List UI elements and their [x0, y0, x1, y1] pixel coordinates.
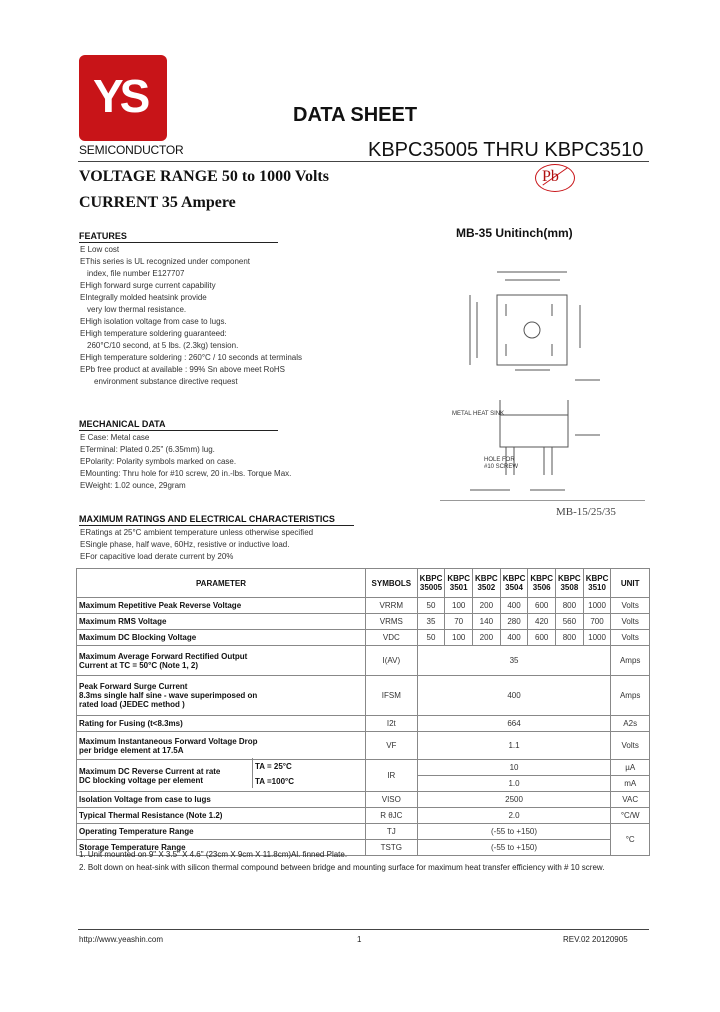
footer-url[interactable]: http://www.yeashin.com [79, 935, 164, 944]
table-row: Maximum Instantaneous Forward Voltage Drop per bridge element at 17.5A VF 1.1 Volts [77, 732, 650, 760]
table-header-row [77, 569, 650, 598]
table-row: Storage Temperature Range TSTG (-55 to +150) [77, 840, 650, 856]
feature-item: EPb free product at available : 99% Sn above meet RoHS [80, 365, 286, 374]
header-unit: UNIT [611, 569, 650, 598]
header-part: KBPC 3506 [528, 569, 556, 598]
header-part: KBPC 3501 [445, 569, 473, 598]
table-row: 1.0 mA [77, 776, 650, 792]
header-parameter: PARAMETER [77, 569, 366, 598]
table-row: Maximum RMS Voltage VRMS 35 70 140 280 420 560 700 Volts [77, 614, 650, 630]
package-caption: MB-15/25/35 [556, 506, 616, 518]
mechanical-item: ETerminal: Plated 0.25" (6.35mm) lug. [80, 445, 215, 454]
rating-note: EFor capacitive load derate current by 20% [80, 552, 234, 561]
table-row: Rating for Fusing (t<8.3ms) I2t 664 A2s [77, 716, 650, 732]
table-row: Typical Thermal Resistance (Note 1.2) R θJC 2.0 °C/W [77, 808, 650, 824]
features-heading: FEATURES [79, 231, 278, 243]
rating-note: ERatings at 25°C ambient temperature unless otherwise specified [80, 528, 314, 537]
footer-rule [78, 929, 649, 930]
current-rating: CURRENT 35 Ampere [79, 194, 236, 211]
table-row: Maximum DC Blocking Voltage VDC 50 100 200 400 600 800 1000 Volts [77, 630, 650, 646]
page-number: 1 [357, 935, 362, 944]
page-title: DATA SHEET [293, 104, 418, 126]
drawing-rule [440, 500, 645, 501]
footnote: 1. Unit mounted on 9" X 3.5" X 4.6" (23cm X 9cm X 11.8cm)Al. finned Plate. [79, 850, 348, 859]
table-row: Maximum Average Forward Rectified Output Current at TC = 50°C (Note 1, 2) I(AV) 35 Amps [77, 646, 650, 676]
table-row: Maximum Repetitive Peak Reverse Voltage VRRM 50 100 200 400 600 800 1000 Volts [77, 598, 650, 614]
company-name: SEMICONDUCTOR [79, 143, 184, 157]
logo-text: YS [93, 70, 147, 122]
mechanical-item: EWeight: 1.02 ounce, 29gram [80, 481, 186, 490]
voltage-range: VOLTAGE RANGE 50 to 1000 Volts [79, 168, 329, 185]
revision: REV.02 20120905 [563, 935, 628, 944]
ir-condition-25: TA = 25°C [255, 762, 292, 771]
feature-item: very low thermal resistance. [87, 305, 187, 314]
mechanical-heading: MECHANICAL DATA [79, 419, 278, 431]
feature-item: EIntegrally molded heatsink provide [80, 293, 207, 302]
feature-item: EHigh forward surge current capability [80, 281, 216, 290]
header-part: KBPC 3510 [583, 569, 611, 598]
part-range: KBPC35005 THRU KBPC3510 [368, 139, 644, 161]
header-part: KBPC 35005 [417, 569, 445, 598]
feature-item: EHigh temperature soldering guaranteed: [80, 329, 227, 338]
mechanical-list [80, 433, 380, 493]
features-list [80, 245, 380, 389]
feature-item: 260°C/10 second, at 5 lbs. (2.3kg) tension. [87, 341, 239, 350]
feature-item: index, file number E127707 [87, 269, 185, 278]
table-row: Operating Temperature Range TJ (-55 to +150) °C [77, 824, 650, 840]
hole-label: HOLE FOR [484, 457, 515, 463]
table-row: Peak Forward Surge Current 8.3ms single half sine - wave superimposed on rated load (JEDEC method ) IFSM 400 Amps [77, 676, 650, 716]
header-part: KBPC 3502 [473, 569, 501, 598]
mechanical-item: EMounting: Thru hole for #10 screw, 20 in.-lbs. Torque Max. [80, 469, 292, 478]
ratings-notes [80, 528, 313, 564]
table-row: Isolation Voltage from case to lugs VISO 2500 VAC [77, 792, 650, 808]
heat-sink-label: METAL HEAT SINK [452, 411, 505, 417]
header-symbols: SYMBOLS [365, 569, 417, 598]
mechanical-item: EPolarity: Polarity symbols marked on case. [80, 457, 237, 466]
feature-item: EHigh temperature soldering : 260°C / 10 seconds at terminals [80, 353, 302, 362]
ratings-heading: MAXIMUM RATINGS AND ELECTRICAL CHARACTERISTICS [79, 514, 354, 526]
title-rule [78, 161, 649, 162]
mechanical-item: E Case: Metal case [80, 433, 150, 442]
package-outline-drawing [440, 250, 640, 500]
feature-item: E Low cost [80, 245, 120, 254]
company-logo [79, 55, 167, 141]
feature-item: EHigh isolation voltage from case to lugs. [80, 317, 227, 326]
footnote: 2. Bolt down on heat-sink with silicon thermal compound between bridge and mounting surface for maximum heat transfer efficiency with # 10 screw. [79, 863, 605, 872]
header-part: KBPC 3504 [500, 569, 528, 598]
table-row: Maximum DC Reverse Current at rate DC blocking voltage per element IR 10 µA [77, 760, 650, 776]
screw-label: #10 SCREW [484, 464, 519, 470]
pb-free-mark: Pb [542, 168, 559, 185]
ratings-table [76, 568, 650, 856]
feature-item: environment substance directive request [94, 377, 238, 386]
ir-condition-100: TA =100°C [255, 777, 294, 786]
package-title: MB-35 Unitinch(mm) [456, 226, 573, 240]
header-part: KBPC 3508 [556, 569, 584, 598]
rating-note: ESingle phase, half wave, 60Hz, resistive or inductive load. [80, 540, 290, 549]
feature-item: EThis series is UL recognized under component [80, 257, 251, 266]
